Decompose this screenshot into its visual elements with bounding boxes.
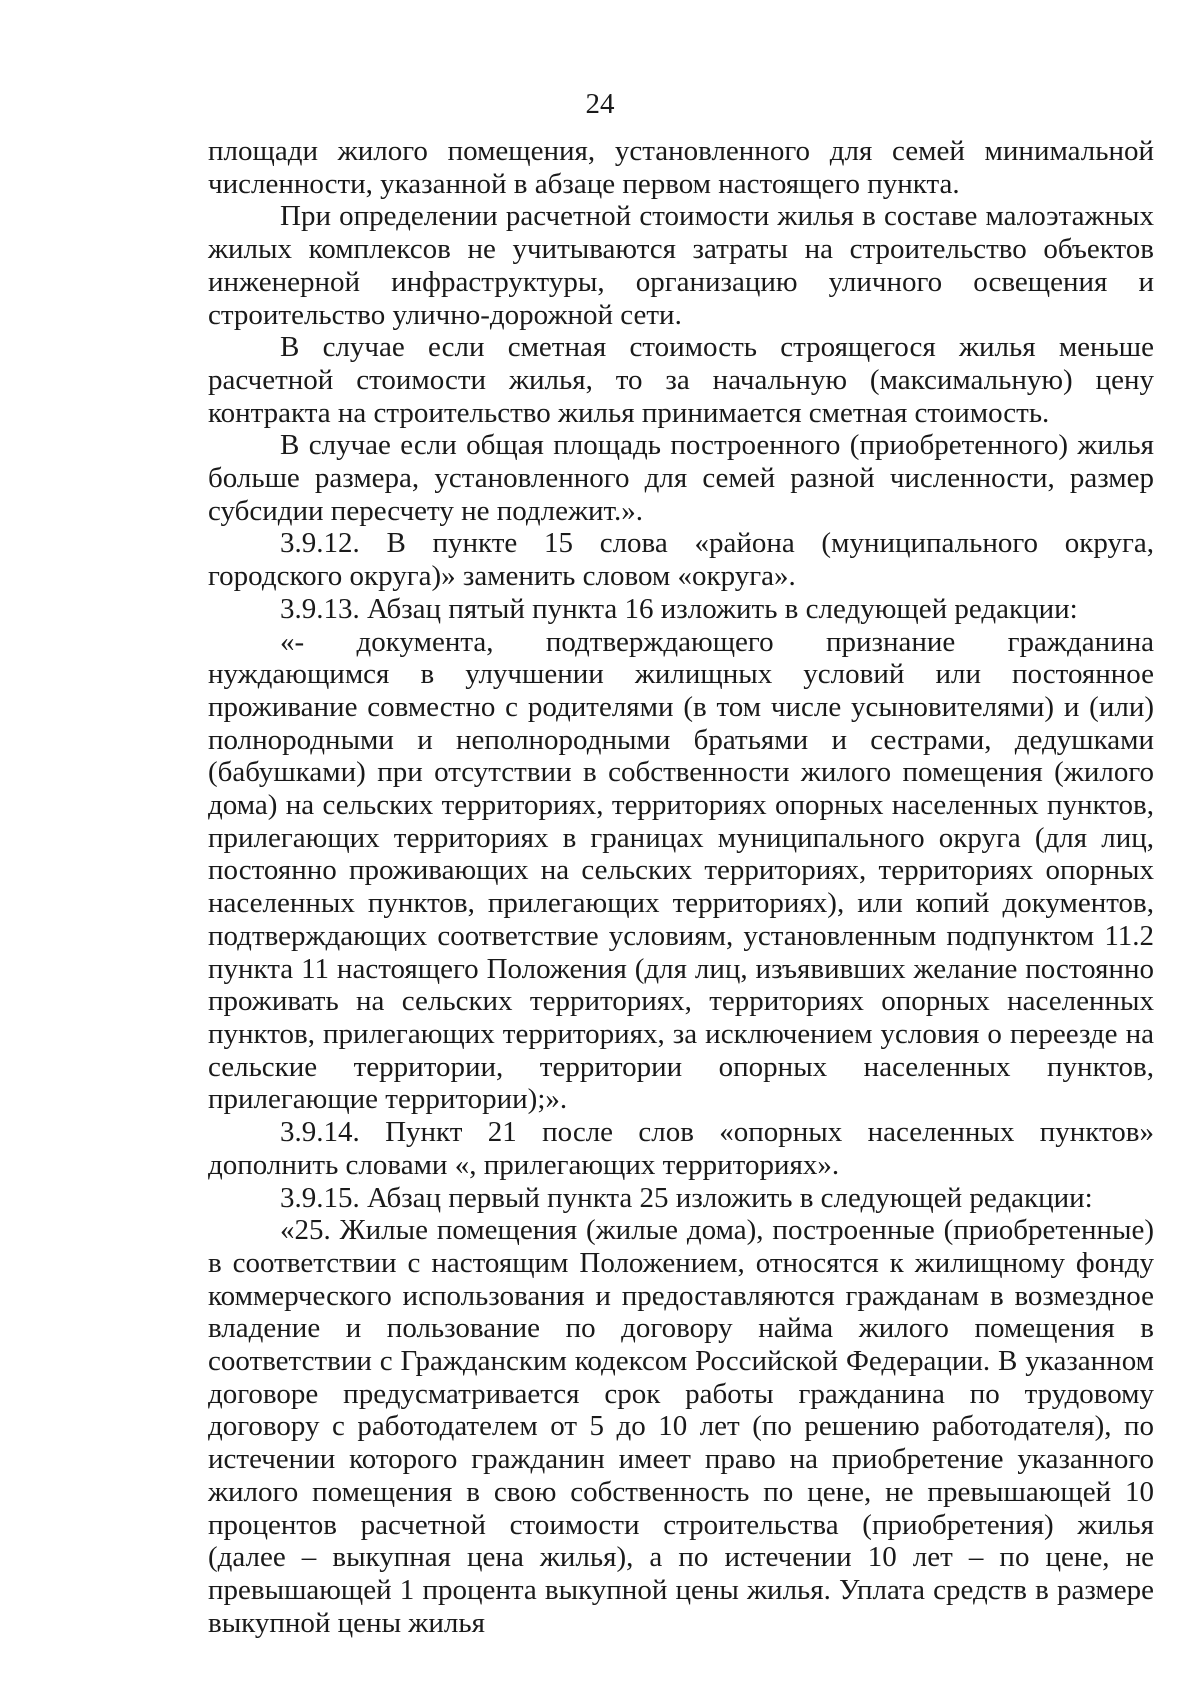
quoted-paragraph: «- документа, подтверждающего признание гражданина нуждающимся в улучшении жилищных условий или постоянное проживание совместно с родителями (в том числе усыновителями) и (или) полнородными и неполнородными братьями и сестрами, дедушками (бабушками) при отсутствии в собственности жилого помещения (жилого дома) на сельских территориях, территориях опорных населенных пунктов, прилегающих территориях в границах муниципального округа (для лиц, постоянно проживающих на сельских территориях, территориях опорных населенных пунктов, прилегающих территориях), или копий документов, подтверждающих соответствие условиям, установленным подпунктом 11.2 пункта 11 настоящего Положения (для лиц, изъявивших желание постоянно проживать на сельских территориях, территориях опорных населенных пунктов, прилегающих территориях, за исключением условия о переезде на сельские территории, территории опорных населенных пунктов, прилегающие территории);». xyxy=(208,625,1154,1116)
paragraph-3-9-15: 3.9.15. Абзац первый пункта 25 изложить в следующей редакции: xyxy=(280,1181,1093,1214)
paragraph: В случае если общая площадь построенного (приобретенного) жилья больше размера, установленного для семей разной численности, размер субсидии пересчету не подлежит.». xyxy=(208,429,1154,527)
paragraph: В случае если сметная стоимость строящегося жилья меньше расчетной стоимости жилья, то за начальную (максимальную) цену контракта на строительство жилья принимается сметная стоимость. xyxy=(208,331,1154,429)
paragraph-3-9-13: 3.9.13. Абзац пятый пункта 16 изложить в следующей редакции: xyxy=(280,592,1078,625)
document-body xyxy=(208,135,1154,1639)
page-number: 24 xyxy=(585,88,615,120)
paragraph-3-9-14: 3.9.14. Пункт 21 после слов «опорных населенных пунктов» дополнить словами «, прилегающих территориях». xyxy=(208,1116,1154,1181)
quoted-paragraph-25: «25. Жилые помещения (жилые дома), построенные (приобретенные) в соответствии с настоящим Положением, относятся к жилищному фонду коммерческого использования и предоставляются гражданам в возмездное владение и пользование по договору найма жилого помещения в соответствии с Гражданским кодексом Российской Федерации. В указанном договоре предусматривается срок работы гражданина по трудовому договору с работодателем от 5 до 10 лет (по решению работодателя), по истечении которого гражданин имеет право на приобретение указанного жилого помещения в свою собственность по цене, не превышающей 10 процентов расчетной стоимости строительства (приобретения) жилья (далее – выкупная цена жилья), а по истечении 10 лет – по цене, не превышающей 1 процента выкупной цены жилья. Уплата средств в размере выкупной цены жилья xyxy=(208,1214,1154,1639)
paragraph: При определении расчетной стоимости жилья в составе малоэтажных жилых комплексов не учитываются затраты на строительство объектов инженерной инфраструктуры, организацию уличного освещения и строительство улично-дорожной сети. xyxy=(208,200,1154,331)
paragraph-3-9-12: 3.9.12. В пункте 15 слова «района (муниципального округа, городского округа)» заменить словом «округа». xyxy=(208,527,1154,593)
paragraph-continuation: площади жилого помещения, установленного для семей минимальной численности, указанной в абзаце первом настоящего пункта. xyxy=(208,135,1154,200)
